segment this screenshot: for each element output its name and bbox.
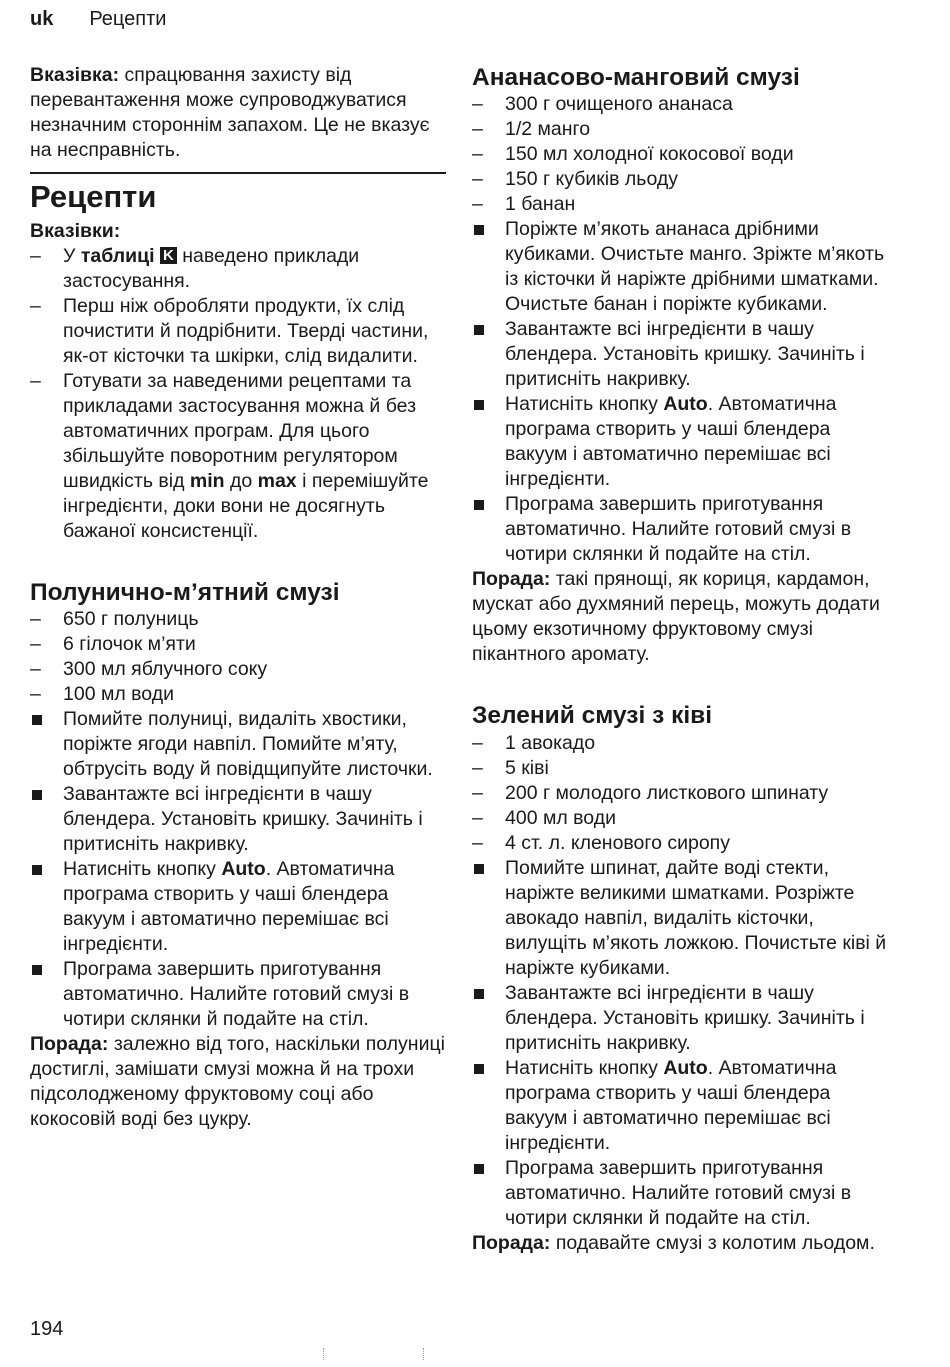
step-item: Помийте шпинат, дайте воді стекти, наріжте великими шматками. Розріжте авокадо навпіл, видаліть кісточки, вилущіть м’якоть ложкою. Почистьте ківі й наріжте кубиками. bbox=[505, 857, 887, 979]
language-code: uk bbox=[30, 8, 54, 30]
ingredient-item: – 150 мл холодної кокосової води bbox=[472, 142, 890, 167]
step-item: Завантажте всі інгредієнти в чашу блендера. Установіть кришку. Зачиніть і притисніть накривку. bbox=[505, 318, 865, 390]
notes-list bbox=[30, 244, 446, 544]
note-item: – Готувати за наведеними рецептами та прикладами застосування можна й без автоматичних програм. Для цього збільшуйте поворотним регулятором швидкість від min до max і перемішуйте інгредієнти, доки вони не досягнуть бажаної консистенції. bbox=[30, 369, 446, 544]
kiwi-title: Зелений смузі з ківі bbox=[472, 702, 713, 729]
strawberry-tip: Порада: залежно від того, наскільки полуниці достиглі, замішати смузі можна й на трохи підсолодженому фруктовому соці або кокосовій воді без цукру. bbox=[30, 1033, 445, 1130]
step-item: Поріжте м’якоть ананаса дрібними кубиками. Очистьте манго. Зріжте м’якоть із кісточки й наріжте дрібними шматками. Очистьте банан і поріжте кубиками. bbox=[505, 218, 885, 315]
dash-bullet-icon bbox=[472, 731, 492, 756]
ingredient-item: – 300 г очищеного ананаса bbox=[472, 92, 890, 117]
dash-bullet-icon bbox=[472, 192, 492, 217]
dash-bullet-icon bbox=[472, 92, 492, 117]
dash-bullet-icon bbox=[30, 632, 50, 657]
dash-bullet-icon bbox=[30, 294, 50, 319]
ingredient-item: – 650 г полуниць bbox=[30, 607, 446, 632]
strawberry-title: Полунично-м’ятний смузі bbox=[30, 579, 340, 606]
pineapple-title: Ананасово-манговий смузі bbox=[472, 64, 800, 91]
dash-bullet-icon bbox=[472, 781, 492, 806]
note-label: Вказівка: bbox=[30, 64, 120, 86]
dash-bullet-icon bbox=[30, 244, 50, 269]
strawberry-recipe bbox=[30, 607, 446, 1132]
ingredient-item: – 5 ківі bbox=[472, 756, 890, 781]
note-item: – У таблиці K наведено приклади застосування. bbox=[30, 244, 446, 294]
dash-bullet-icon bbox=[30, 682, 50, 707]
note-text: спрацювання захисту від перевантаження може супроводжуватися незначним стороннім запахом. Це не вказує на несправність. bbox=[30, 64, 430, 161]
recipes-heading: Рецепти bbox=[30, 179, 157, 214]
ingredient-item: – 200 г молодого листкового шпинату bbox=[472, 781, 890, 806]
steps-list bbox=[472, 856, 890, 1231]
pineapple-tip: Порада: такі прянощі, як кориця, кардамон, мускат або духмяний перець, можуть додати цьому екзотичному фруктовому смузі пікантного аромату. bbox=[472, 568, 880, 665]
dash-bullet-icon bbox=[472, 117, 492, 142]
page-number: 194 bbox=[30, 1318, 64, 1340]
pineapple-recipe bbox=[472, 92, 890, 667]
step-item: Завантажте всі інгредієнти в чашу блендера. Установіть кришку. Зачиніть і притисніть накривку. bbox=[63, 783, 423, 855]
section-divider bbox=[30, 172, 446, 174]
dash-bullet-icon bbox=[30, 607, 50, 632]
overload-note bbox=[30, 63, 446, 163]
table-k-icon: K bbox=[160, 247, 177, 264]
ingredient-item: – 1 банан bbox=[472, 192, 890, 217]
kiwi-recipe bbox=[472, 731, 890, 1256]
ingredient-item: – 1 авокадо bbox=[472, 731, 890, 756]
dash-bullet-icon bbox=[472, 831, 492, 856]
step-item: Програма завершить приготування автоматично. Налийте готовий смузі в чотири склянки й подайте на стіл. bbox=[63, 958, 410, 1030]
crop-mark bbox=[323, 1348, 325, 1360]
step-item: Натисніть кнопку Auto. Автоматична програма створить у чаші блендера вакуум і автоматично перемішає всі інгредієнти. bbox=[63, 858, 395, 955]
step-item: Помийте полуниці, видаліть хвостики, поріжте ягоди навпіл. Помийте м’яту, обтрусіть воду й повідщипуйте листочки. bbox=[63, 708, 433, 780]
step-item: Програма завершить приготування автоматично. Налийте готовий смузі в чотири склянки й подайте на стіл. bbox=[505, 493, 852, 565]
ingredient-item: – 4 ст. л. кленового сиропу bbox=[472, 831, 890, 856]
ingredients-list bbox=[472, 731, 890, 856]
steps-list bbox=[472, 217, 890, 567]
notes-label: Вказівки: bbox=[30, 220, 121, 242]
dash-bullet-icon bbox=[472, 167, 492, 192]
dash-bullet-icon bbox=[472, 756, 492, 781]
dash-bullet-icon bbox=[472, 142, 492, 167]
ingredient-item: – 300 мл яблучного соку bbox=[30, 657, 446, 682]
header-title: Рецепти bbox=[89, 8, 167, 30]
ingredient-item: – 1/2 манго bbox=[472, 117, 890, 142]
page-header bbox=[30, 6, 166, 32]
step-item: Натисніть кнопку Auto. Автоматична програма створить у чаші блендера вакуум і автоматично перемішає всі інгредієнти. bbox=[505, 1057, 837, 1154]
ingredient-item: – 100 мл води bbox=[30, 682, 446, 707]
crop-mark bbox=[423, 1348, 425, 1360]
steps-list bbox=[30, 707, 446, 1032]
ingredients-list bbox=[472, 92, 890, 217]
step-item: Натисніть кнопку Auto. Автоматична програма створить у чаші блендера вакуум і автоматично перемішає всі інгредієнти. bbox=[505, 393, 837, 490]
kiwi-tip: Порада: подавайте смузі з колотим льодом. bbox=[472, 1232, 875, 1254]
note-item: – Перш ніж обробляти продукти, їх слід почистити й подрібнити. Тверді частини, як-от кісточки та шкірки, слід видалити. bbox=[30, 294, 446, 369]
ingredients-list bbox=[30, 607, 446, 707]
step-item: Програма завершить приготування автоматично. Налийте готовий смузі в чотири склянки й подайте на стіл. bbox=[505, 1157, 852, 1229]
dash-bullet-icon bbox=[472, 806, 492, 831]
ingredient-item: – 6 гілочок м’яти bbox=[30, 632, 446, 657]
step-item: Завантажте всі інгредієнти в чашу блендера. Установіть кришку. Зачиніть і притисніть накривку. bbox=[505, 982, 865, 1054]
dash-bullet-icon bbox=[30, 369, 50, 394]
ingredient-item: – 150 г кубиків льоду bbox=[472, 167, 890, 192]
ingredient-item: – 400 мл води bbox=[472, 806, 890, 831]
dash-bullet-icon bbox=[30, 657, 50, 682]
